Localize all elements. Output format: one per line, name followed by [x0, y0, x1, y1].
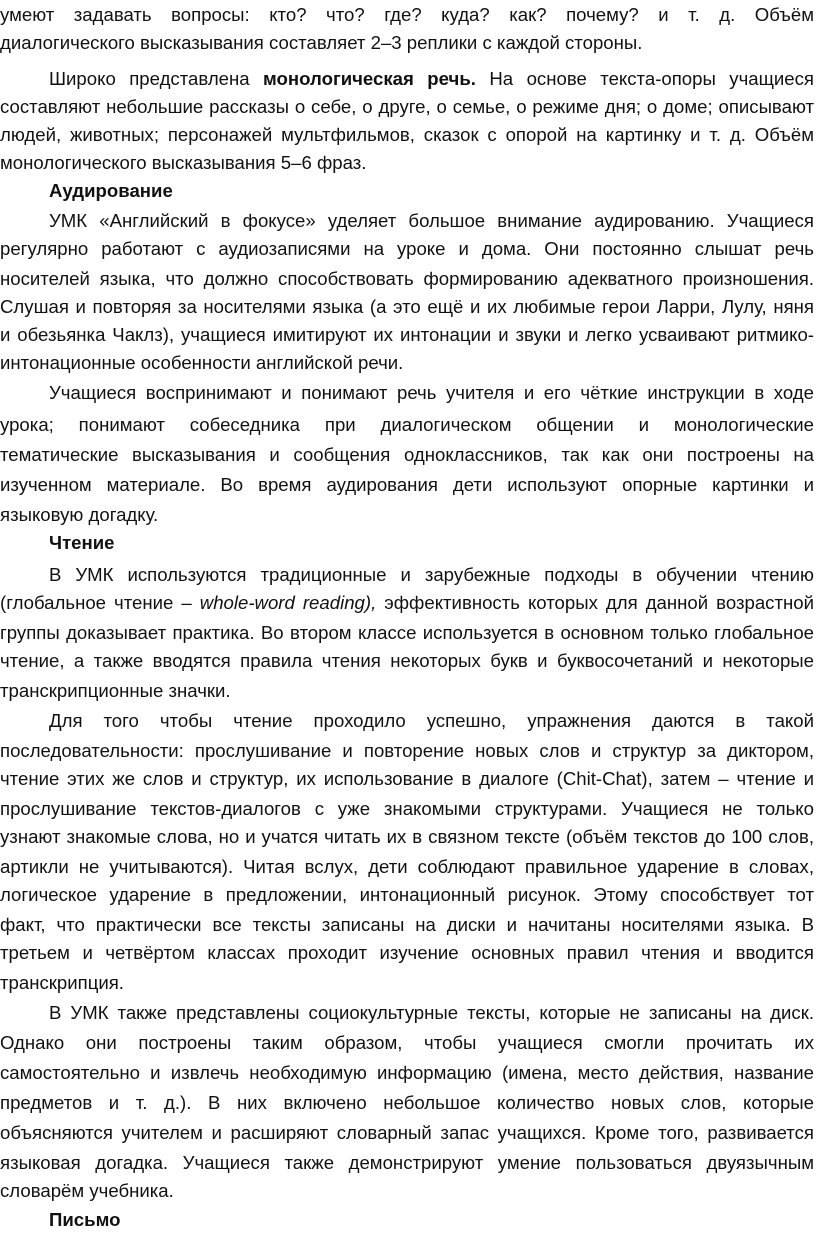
text-line: транскрипционные значки. — [0, 680, 231, 701]
section-heading-listening: Аудирование — [49, 180, 173, 201]
text-line: Однако они построены таким образом, чтобы учащиеся смогли прочитать их — [0, 1032, 814, 1053]
text-line: Слушая и повторяя за носителями языка (а это ещё и их любимые герои Ларри, Лулу, няня — [0, 296, 814, 317]
text-line: объясняются учителем и расширяют словарный запас учащихся. Кроме того, развивается — [0, 1122, 814, 1143]
text-line: языковая догадка. Учащиеся также демонстрируют умение пользоваться двуязычным — [0, 1152, 814, 1173]
text-line: чтение, а также вводятся правила чтения некоторых букв и буквосочетаний и некоторые — [0, 650, 814, 671]
text-line: регулярно работают с аудиозаписями на уроке и дома. Они постоянно слышат речь — [0, 238, 814, 259]
text-line: чтение этих же слов и структур, их использование в диалоге (Chit-Chat), затем – чтение и — [0, 768, 814, 789]
text-line: языковую догадку. — [0, 504, 159, 525]
text-line: диалогического высказывания составляет 2–3 реплики с каждой стороны. — [0, 32, 643, 53]
text-line: изученном материале. Во время аудирования дети используют опорные картинки и — [0, 474, 814, 495]
text-line: тематические высказывания и сообщения одноклассников, так как они построены на — [0, 444, 814, 465]
text-line: факт, что практически все тексты записаны на диски и начитаны носителями языка. В — [0, 914, 814, 935]
text-line: узнают знакомые слова, но и учатся читать их в связном тексте (объём текстов до 100 слов, — [0, 826, 814, 847]
text-line: составляют небольшие рассказы о себе, о друге, о семье, о режиме дня; о доме; описывают — [0, 96, 814, 117]
text-line: УМК «Английский в фокусе» уделяет большое внимание аудированию. Учащиеся — [49, 210, 814, 231]
text-line: прослушивание текстов-диалогов с уже знакомыми структурами. Учащиеся не только — [0, 798, 814, 819]
text-line: последовательности: прослушивание и повторение новых слов и структур за диктором, — [0, 740, 814, 761]
text-line: монологического высказывания 5–6 фраз. — [0, 152, 367, 173]
section-heading-writing: Письмо — [49, 1209, 121, 1230]
text-line: урока; понимают собеседника при диалогическом общении и монологические — [0, 414, 814, 435]
text-run: эффективность которых для данной возрастной — [376, 592, 814, 613]
text-line: В УМК также представлены социокультурные тексты, которые не записаны на диск. — [49, 1002, 814, 1023]
text-line: Для того чтобы чтение проходило успешно, упражнения даются в такой — [49, 710, 814, 731]
text-run: На основе текста-опоры учащиеся — [475, 68, 814, 89]
emphasis-monologue-speech: монологическая речь. — [263, 68, 476, 89]
emphasis-whole-word-reading: whole-word reading), — [199, 592, 377, 613]
text-line: и обезьянка Чаклз), учащиеся имитируют их интонации и звуки и легко усваивают ритмико- — [0, 324, 814, 345]
text-line: логическое ударение в предложении, интонационный рисунок. Этому способствует тот — [0, 884, 814, 905]
text-line: интонационные особенности английской речи. — [0, 352, 404, 373]
text-line: самостоятельно и извлечь необходимую информацию (имена, место действия, название — [0, 1062, 814, 1083]
text-line: людей, животных; персонажей мультфильмов, сказок с опорой на картинку и т. д. Объём — [0, 124, 814, 145]
text-run: Широко представлена — [49, 68, 264, 89]
text-line: транскрипция. — [0, 972, 124, 993]
text-line: группы доказывает практика. Во втором классе используется в основном только глобальное — [0, 622, 814, 643]
section-heading-reading: Чтение — [49, 532, 115, 553]
text-line — [49, 64, 814, 94]
text-line: артикли не учитываются). Читая вслух, дети соблюдают правильное ударение в словах, — [0, 856, 814, 877]
text-line: носителей языка, что должно способствовать формированию адекватного произношения. — [0, 268, 814, 289]
text-line: предметов и т. д.). В них включено небольшое количество новых слов, которые — [0, 1092, 814, 1113]
text-line — [0, 588, 814, 618]
text-run: (глобальное чтение – — [0, 592, 200, 613]
text-line: Учащиеся воспринимают и понимают речь учителя и его чёткие инструкции в ходе — [49, 382, 814, 403]
text-line: В УМК используются традиционные и зарубежные подходы в обучении чтению — [49, 564, 814, 585]
text-line: третьем и четвёртом классах проходит изучение основных правил чтения и вводится — [0, 942, 814, 963]
text-line: словарём учебника. — [0, 1180, 174, 1201]
text-line: умеют задавать вопросы: кто? что? где? куда? как? почему? и т. д. Объём — [0, 4, 814, 25]
